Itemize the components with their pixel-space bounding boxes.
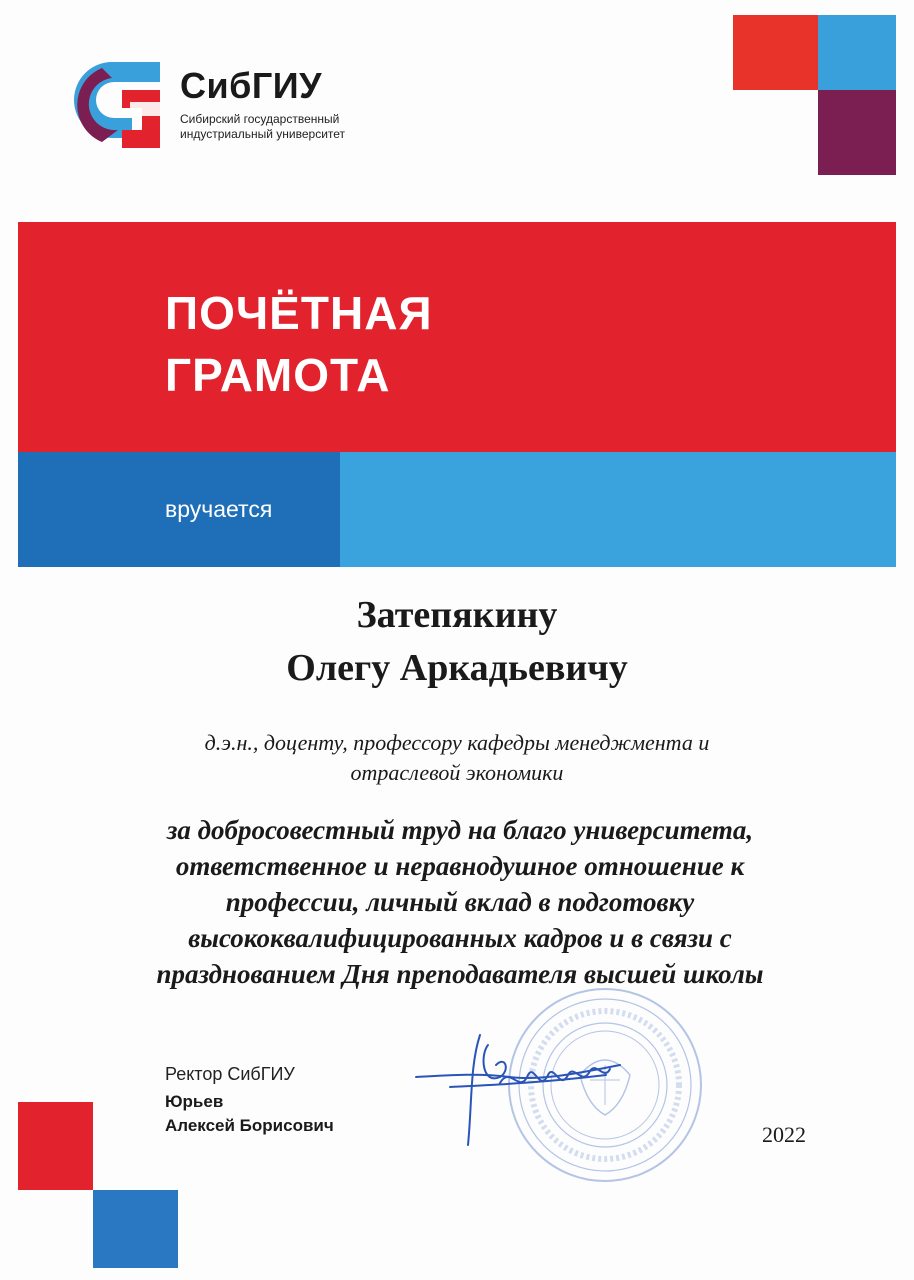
certificate-title-line1: ПОЧЁТНАЯ xyxy=(165,287,433,339)
decor-square-red-top xyxy=(733,15,818,90)
decor-square-blue-bottom xyxy=(93,1190,178,1268)
award-year: 2022 xyxy=(762,1122,806,1147)
recipient-position-line2: отраслевой экономики xyxy=(350,760,564,785)
recipient-position-line1: д.э.н., доценту, профессору кафедры менеджмента и xyxy=(204,730,710,755)
logo-name: СибГИУ xyxy=(180,65,323,106)
recipient-surname: Затепякину xyxy=(356,594,558,636)
banner-red xyxy=(18,222,896,452)
logo-subtitle xyxy=(180,112,380,142)
award-reason-line3: профессии, личный вклад в подготовку xyxy=(225,887,695,917)
award-reason-line1: за добросовестный труд на благо университета, xyxy=(166,815,754,845)
signatory-surname: Юрьев xyxy=(165,1092,224,1111)
award-reason-line2: ответственное и неравнодушное отношение к xyxy=(175,851,745,881)
banner-blue-light xyxy=(340,452,896,567)
signatory-given-names: Алексей Борисович xyxy=(165,1116,334,1135)
decor-square-red-bottom xyxy=(18,1102,93,1190)
award-reason-line4: высококвалифицированных кадров и в связи с xyxy=(188,923,732,953)
decor-square-purple-top xyxy=(818,90,896,175)
award-reason-line5: празднованием Дня преподавателя высшей школы xyxy=(156,959,764,989)
university-logo-icon xyxy=(72,60,162,150)
certificate-title-line2: ГРАМОТА xyxy=(165,349,391,401)
decor-square-blue-top xyxy=(818,15,896,90)
logo-subtitle-line1: Сибирский государственный xyxy=(180,112,340,126)
signatory-name xyxy=(165,1090,334,1138)
signatory-title: Ректор СибГИУ xyxy=(165,1064,295,1084)
rector-signature-icon xyxy=(410,1025,630,1155)
certificate-title xyxy=(165,282,433,406)
recipient-given-names: Олегу Аркадьевичу xyxy=(286,647,628,689)
logo-subtitle-line2: индустриальный университет xyxy=(180,127,346,141)
awarded-label: вручается xyxy=(165,496,273,522)
